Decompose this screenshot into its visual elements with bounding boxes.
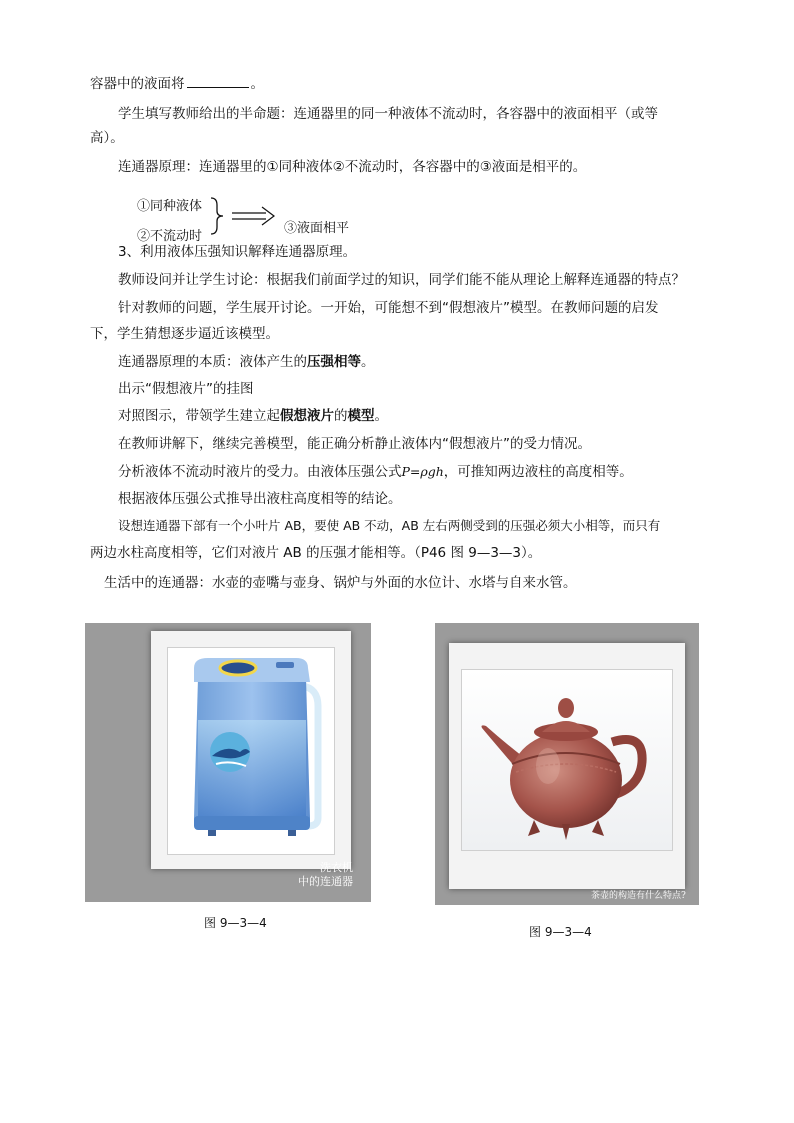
line-7: 针对教师的问题，学生展开讨论。一开始，可能想不到“假想液片”模型。在教师问题的启发 [118, 300, 659, 316]
line-3: 高）。 [90, 130, 124, 146]
line-12: 在教师讲解下，继续完善模型，能正确分析静止液体内“假想液片”的受力情况。 [118, 436, 591, 452]
bold-text: 压强相等 [307, 354, 361, 370]
line-11 [118, 406, 388, 426]
line-10: 出示“假想液片”的挂图 [118, 381, 254, 397]
diagram-item-1: ①同种液体 [137, 199, 203, 214]
photo-frame [449, 643, 685, 889]
teapot-photo [461, 669, 673, 851]
line-2: 学生填写教师给出的半命题：连通器里的同一种液体不流动时，各容器中的液面相平（或等 [118, 106, 658, 122]
caption-line: 中的连通器 [298, 875, 353, 888]
text-fragment: 。 [361, 354, 375, 370]
line-13 [118, 462, 633, 482]
photo-caption: 茶壶的构造有什么特点? [591, 891, 686, 901]
line-17: 生活中的连通器：水壶的壶嘴与壶身、锅炉与外面的水位计、水塔与自来水管。 [104, 575, 577, 591]
figure-label-left: 图 9—3—4 [204, 916, 267, 930]
line-14: 根据液体压强公式推导出液柱高度相等的结论。 [118, 491, 402, 507]
teapot-figure [435, 623, 699, 905]
fill-blank [187, 74, 249, 88]
line-5: 3、利用液体压强知识解释连通器原理。 [118, 244, 357, 260]
text-fragment: 。 [374, 408, 388, 424]
brace-arrow-icon [208, 196, 288, 236]
teapot-icon [462, 670, 672, 850]
line-9 [118, 352, 375, 372]
text-fragment: 的 [334, 408, 348, 424]
washing-machine-photo [167, 647, 335, 855]
line-1 [90, 74, 264, 94]
text-fragment: 分析液体不流动时液片的受力。由液体压强公式 [118, 464, 402, 480]
figure-label-right: 图 9—3—4 [529, 925, 592, 939]
text-fragment: 。 [250, 76, 264, 92]
diagram-item-2: ②不流动时 [137, 229, 203, 244]
text-fragment: 对照图示，带领学生建立起 [118, 408, 280, 424]
washing-machine-icon [168, 648, 334, 854]
pressure-formula: P=ρgh [401, 464, 444, 479]
line-6: 教师设问并让学生讨论：根据我们前面学过的知识，同学们能不能从理论上解释连通器的特点？ [118, 272, 685, 288]
washing-machine-figure [85, 623, 371, 902]
bold-text: 模型 [347, 408, 375, 424]
diagram-result: ③液面相平 [284, 221, 350, 236]
bold-text: 假想液片 [280, 408, 334, 424]
caption-line: 洗衣机 [320, 861, 353, 874]
line-4: 连通器原理：连通器里的①同种液体②不流动时，各容器中的③液面是相平的。 [118, 159, 587, 175]
text-fragment: ，可推知两边液柱的高度相等。 [443, 464, 633, 480]
line-15: 设想连通器下部有一个小叶片 AB，要使 AB 不动，AB 左右两侧受到的压强必须大小相等，而只有 [118, 518, 661, 533]
photo-frame [151, 631, 351, 869]
line-16: 两边水柱高度相等，它们对液片 AB 的压强才能相等。（P46 图 9—3—3）。 [90, 545, 542, 561]
line-8: 下，学生猜想逐步逼近该模型。 [90, 326, 279, 342]
text-fragment: 容器中的液面将 [90, 76, 185, 92]
text-fragment: 连通器原理的本质：液体产生的 [118, 354, 307, 370]
